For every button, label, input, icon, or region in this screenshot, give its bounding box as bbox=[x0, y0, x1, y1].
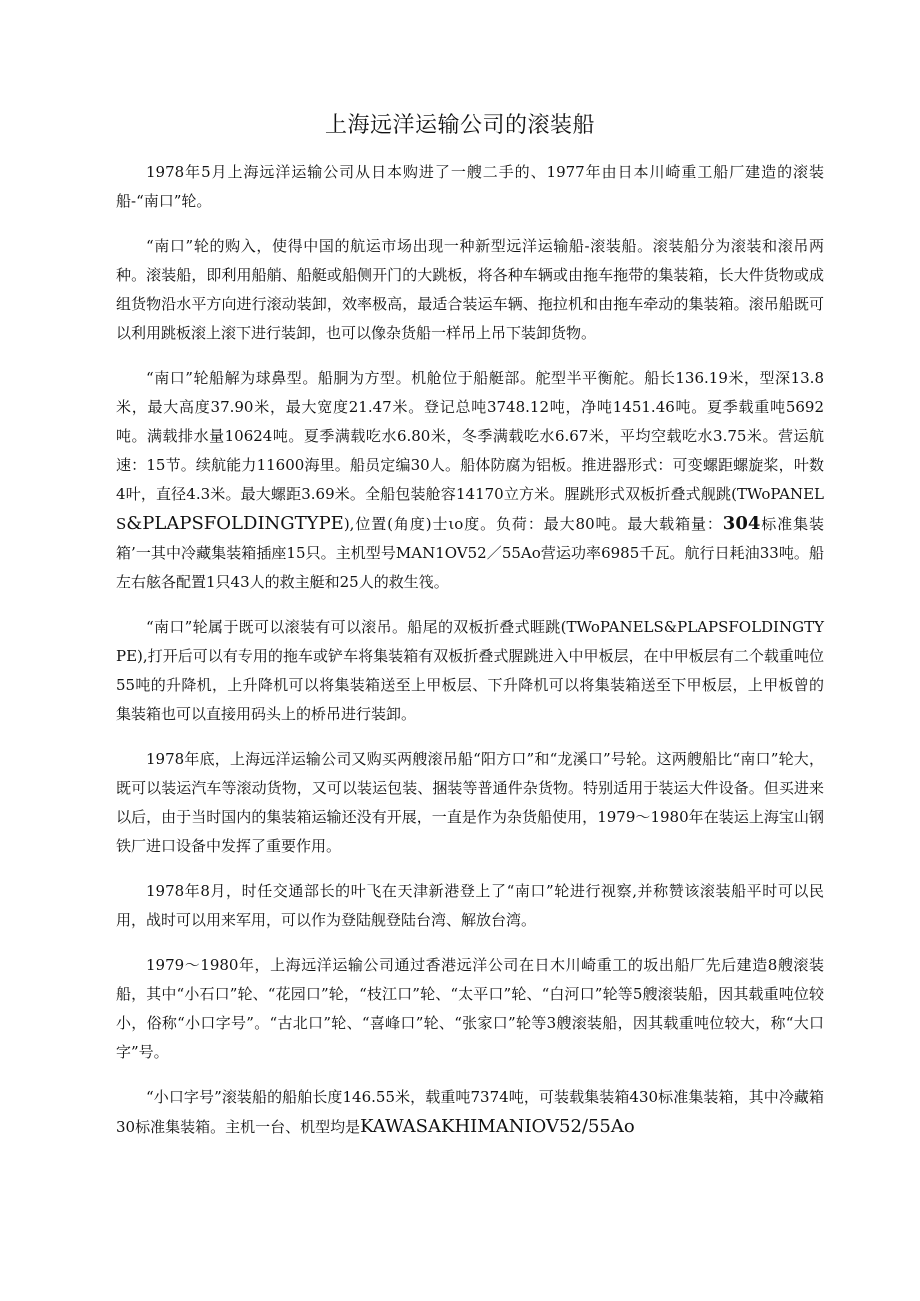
paragraph-3-text-tail: 标准集装箱’一其中冷藏集装箱插座15只。主机型号MAN1OV52／55Ao营运功率6985千瓦。航行日耗油33吨。船左右舷各配置1只43人的救主艇和25人的救生筏。 bbox=[116, 515, 824, 591]
document-body bbox=[116, 158, 824, 1158]
paragraph-3-emphasis-2: 304 bbox=[722, 513, 761, 534]
paragraph-7: 1979～1980年，上海远洋运输公司通过香港远洋公司在日木川崎重工的坂出船厂先后建造8艘滚装船，其中“小石口”轮、“花园口”轮，“枝江口”轮、“太平口”轮、“白河口”轮等5艘滚装船，因其载重吨位较小，俗称“小口字号”。“古北口”轮、“喜峰口”轮、“张家口”轮等3艘滚装船，因其载重吨位较大，称“大口字”号。 bbox=[116, 956, 824, 1061]
paragraph-4: “南口”轮属于既可以滚装有可以滚吊。船尾的双板折叠式睚跳(TWoPANELS&PLAPSFOLDINGTYPE),打开后可以有专用的拖车或铲车将集装箱有双板折叠式腥跳进入中甲板层，在中甲板层有二个载重吨位55吨的升降机，上升降机可以将集装箱送至上甲板层、下升降机可以将集装箱送至下甲板层，上甲板曾的集装箱也可以直接用码头上的桥吊进行装卸。 bbox=[116, 618, 824, 723]
paragraph-8 bbox=[116, 1083, 824, 1142]
paragraph-3-text-mid: ),位置(角度)士ιo度。负荷：最大80吨。最大载箱量： bbox=[343, 515, 723, 533]
paragraph-3 bbox=[116, 364, 824, 597]
paragraph-2: “南口”轮的购入，使得中国的航运市场出现一种新型远洋运输船-滚装船。滚装船分为滚装和滚吊两种。滚装船，即利用船艄、船艇或船侧开门的大跳板，将各种车辆或由拖车拖带的集装箱，长大件货物或成组货物沿水平方向进行滚动装卸，效率极高，最适合装运车辆、拖拉机和由拖车牵动的集装箱。滚吊船既可以利用跳板滚上滚下进行装卸，也可以像杂货船一样吊上吊下装卸货物。 bbox=[116, 237, 824, 342]
paragraph-1: 1978年5月上海远洋运输公司从日本购进了一艘二手的、1977年由日本川崎重工船厂建造的滚装船-“南口”轮。 bbox=[116, 163, 824, 210]
paragraph-3-text: “南口”轮船解为球鼻型。船胴为方型。机舱位于船艇部。舵型半平衡舵。船长136.19米，型深13.8米，最大高度37.90米，最大宽度21.47米。登记总吨3748.12吨，净吨1451.46吨。夏季载重吨5692吨。满载排水量10624吨。夏季满载吃水6.80米，冬季满载吃水6.67米，平均空载吃水3.75米。营运航速：15节。续航能力11600海里。船员定编30人。船体防腐为铝板。推进器形式：可变螺距螺旋桨，叶数4叶，直径4.3米。最大螺距3.69米。全船包装舱容14170立方米。腥跳形式双板折叠式舰跳(TWoPANELS bbox=[116, 369, 824, 533]
paragraph-5: 1978年底，上海远洋运输公司又购买两艘滚吊船“阳方口”和“龙溪口”号轮。这两艘船比“南口”轮大，既可以装运汽车等滚动货物，又可以装运包装、捆装等普通件杂货物。特别适用于装运大件设备。但买进来以后，由于当时国内的集装箱运输还没有开展，一直是作为杂货船使用，1979～1980年在装运上海宝山钢铁厂进口设备中发挥了重要作用。 bbox=[116, 750, 824, 855]
paragraph-3-emphasis-1: &PLAPSFOLDINGTYPE bbox=[126, 513, 344, 534]
paragraph-8-emphasis: KAWASAKHIMANIOV52∕55Ao bbox=[360, 1116, 635, 1137]
paragraph-6: 1978年8月，时任交通部长的叶飞在天津新港登上了“南口”轮进行视察,并称赞该滚装船平时可以民用，战时可以用来军用，可以作为登陆舰登陆台湾、解放台湾。 bbox=[116, 882, 824, 929]
document-title: 上海远洋运输公司的滚装船 bbox=[324, 113, 595, 138]
paragraph-8-text: “小口字号”滚装船的船舶长度146.55米，载重吨7374吨，可装载集装箱430标准集装箱，其中冷藏箱30标准集装箱。主机一台、机型均是 bbox=[116, 1088, 824, 1136]
